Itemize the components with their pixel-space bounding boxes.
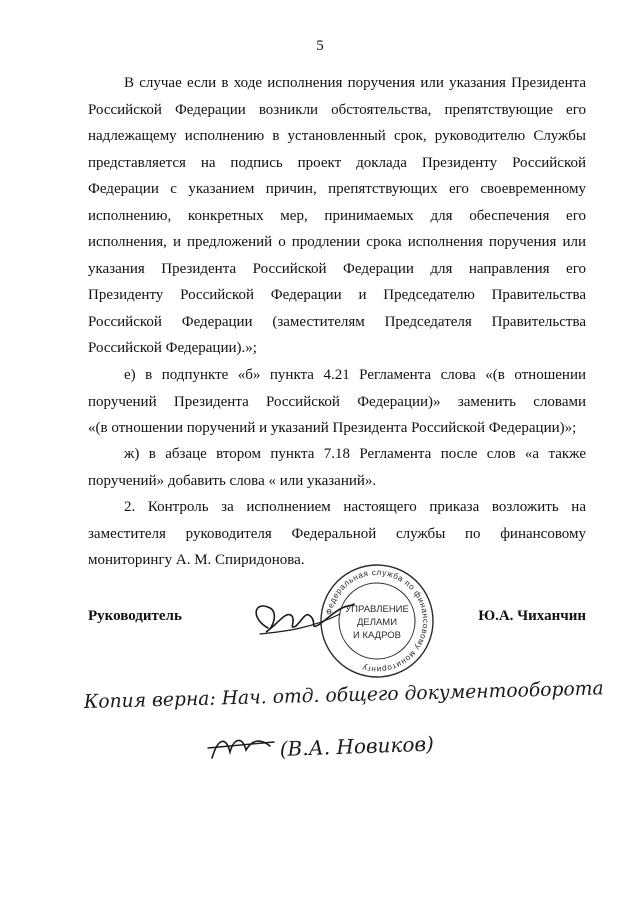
page-number: 5 <box>316 38 324 54</box>
paragraph-3 <box>88 441 586 494</box>
text-line: 2. Контроль за исполнением настоящего приказа возложить на <box>124 499 586 515</box>
paragraph-1 <box>88 70 586 362</box>
official-stamp <box>318 562 436 680</box>
stamp-ring-text: Федеральная служба по финансовому мониторингу <box>324 567 431 675</box>
text-line: поручений» добавить слова « или указаний». <box>88 472 377 489</box>
handwritten-certification <box>84 676 614 776</box>
certification-line-1: Копия верна: Нач. отд. общего документооборота <box>84 677 612 713</box>
stamp-center-line-3: И КАДРОВ <box>353 630 401 641</box>
text-line: исполнению, конкретных мер, принимаемых для обеспечения его <box>88 207 586 224</box>
text-line: исполнения, и предложений о продлении срока исполнения поручения или <box>88 234 586 250</box>
text-line: Российской Федерации возникли обстоятельства, препятствующие его <box>88 101 586 118</box>
text-line: представляется на подпись проект доклада Президенту Российской <box>88 154 586 171</box>
stamp-center-line-2: ДЕЛАМИ <box>356 617 398 628</box>
text-line: мониторингу А. М. Спиридонова. <box>88 552 305 568</box>
text-line: «(в отношении поручений и указаний Президента Российской Федерации)»; <box>88 420 577 436</box>
text-line: Российской Федерации).»; <box>88 340 257 356</box>
text-line: В случае если в ходе исполнения поручения или указания Президента <box>124 75 586 91</box>
text-line: Федерации с указанием причин, препятствующих его своевременному <box>88 181 586 197</box>
signatory-name: Ю.А. Чиханчин <box>478 608 586 624</box>
text-line: поручений Президента Российской Федерации)» заменить словами <box>88 393 586 410</box>
certification-line-2: (В.А. Новиков) <box>279 731 435 761</box>
text-line: ж) в абзаце втором пункта 7.18 Регламента после слов «а также <box>124 446 586 462</box>
text-line: Российской Федерации (заместителям Председателя Правительства <box>88 313 586 330</box>
text-line: надлежащему исполнению в установленный срок, руководителю Службы <box>88 128 586 144</box>
text-line: е) в подпункте «б» пункта 4.21 Регламента слова «(в отношении <box>124 367 586 383</box>
paragraph-2 <box>88 362 586 442</box>
text-line: Президенту Российской Федерации и Председателю Правительства <box>88 287 586 303</box>
text-line: указания Президента Российской Федерации для направления его <box>88 260 586 277</box>
signatory-title: Руководитель <box>88 608 182 624</box>
text-line: заместителя руководителя Федеральной службы по финансовому <box>88 525 586 542</box>
stamp-center-line-1: УПРАВЛЕНИЕ <box>345 604 409 615</box>
